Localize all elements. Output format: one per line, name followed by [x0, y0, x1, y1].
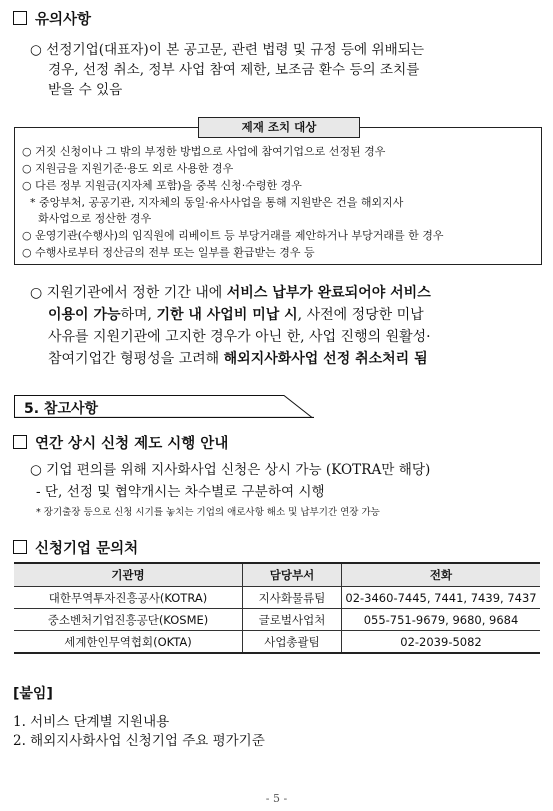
sanction-item: ○ 수행사로부터 정산금의 전부 또는 일부를 환급받는 경우 등 [22, 246, 315, 259]
table-row [14, 609, 540, 631]
annual-note: * 장기출장 등으로 신청 시기를 놓치는 기업의 애로사항 해소 및 납부기간 연장 가능 [36, 507, 380, 518]
column-header-org: 기관명 [14, 563, 243, 587]
sanction-item: ○ 다른 정부 지원금(지자체 포함)을 중복 신청·수령한 경우 [22, 179, 302, 192]
cell-org: 대한무역투자진흥공사(KOTRA) [14, 587, 243, 609]
cell-phone: 055-751-9679, 9680, 9684 [342, 609, 541, 631]
contact-header: 신청기업 문의처 [13, 537, 138, 558]
table-header-row [14, 563, 540, 587]
sanction-item: ○ 거짓 신청이나 그 밖의 부정한 방법으로 사업에 참여기업으로 선정된 경우 [22, 145, 386, 158]
sanction-note: * 중앙부처, 공공기관, 지자체의 동일·유사사업을 통해 지원받은 건을 해외지사 [30, 196, 404, 209]
annual-line-2: - 단, 선정 및 협약개시는 차수별로 구분하여 시행 [36, 484, 325, 500]
cell-dept: 사업총괄팀 [243, 631, 342, 654]
cell-dept: 지사화물류팀 [243, 587, 342, 609]
notice-header: 유의사항 [13, 8, 91, 29]
attachment-item: 1. 서비스 단계별 지원내용 [13, 714, 170, 730]
delivery-line-1: ○ 지원기관에서 정한 기간 내에 서비스 납부가 완료되어야 서비스 [30, 285, 431, 301]
cell-phone: 02-2039-5082 [342, 631, 541, 654]
contact-table [14, 562, 540, 654]
delivery-line-3: 사유를 지원기관에 고지한 경우가 아닌 한, 사업 진행의 원활성· [48, 329, 431, 345]
page-number: - 5 - [265, 792, 288, 805]
annual-header: 연간 상시 신청 제도 시행 안내 [13, 432, 228, 453]
attachment-item: 2. 해외지사화사업 신청기업 주요 평가기준 [13, 733, 265, 749]
cell-dept: 글로벌사업처 [243, 609, 342, 631]
notice-intro-line-1: ○ 선정기업(대표자)이 본 공고문, 관련 법령 및 규정 등에 위배되는 [30, 42, 424, 58]
section-5-title: 5. 참고사항 [24, 401, 99, 417]
sanction-item: ○ 운영기관(수행사)의 임직원에 리베이트 등 부당거래를 제안하거나 부당거래를 한 경우 [22, 229, 444, 242]
checkbox-square-icon [13, 540, 27, 554]
notice-intro-line-2: 경우, 선정 취소, 정부 사업 참여 제한, 보조금 환수 등의 조치를 [48, 62, 420, 78]
sanctions-title: 제재 조치 대상 [198, 117, 360, 138]
checkbox-square-icon [13, 11, 27, 25]
sanction-note-cont: 화사업으로 정산한 경우 [38, 212, 152, 225]
cell-phone: 02-3460-7445, 7441, 7439, 7437 [342, 587, 541, 609]
section-5-heading [14, 395, 314, 418]
column-header-dept: 담당부서 [243, 563, 342, 587]
column-header-phone: 전화 [342, 563, 541, 587]
table-row [14, 631, 540, 654]
attachments-title: [붙임] [13, 686, 53, 702]
annual-line-1: ○ 기업 편의를 위해 지사화사업 신청은 상시 가능 (KOTRA만 해당) [30, 462, 431, 478]
cell-org: 세계한인무역협회(OKTA) [14, 631, 243, 654]
table-row [14, 587, 540, 609]
cell-org: 중소벤처기업진흥공단(KOSME) [14, 609, 243, 631]
notice-intro-line-3: 받을 수 있음 [48, 82, 123, 98]
sanction-item: ○ 지원금을 지원기준·용도 외로 사용한 경우 [22, 162, 234, 175]
delivery-line-4: 참여기업간 형평성을 고려해 해외지사화사업 선정 취소처리 됨 [48, 351, 428, 367]
delivery-line-2: 이용이 가능하며, 기한 내 사업비 미납 시, 사전에 정당한 미납 [48, 307, 424, 323]
checkbox-square-icon [13, 435, 27, 449]
